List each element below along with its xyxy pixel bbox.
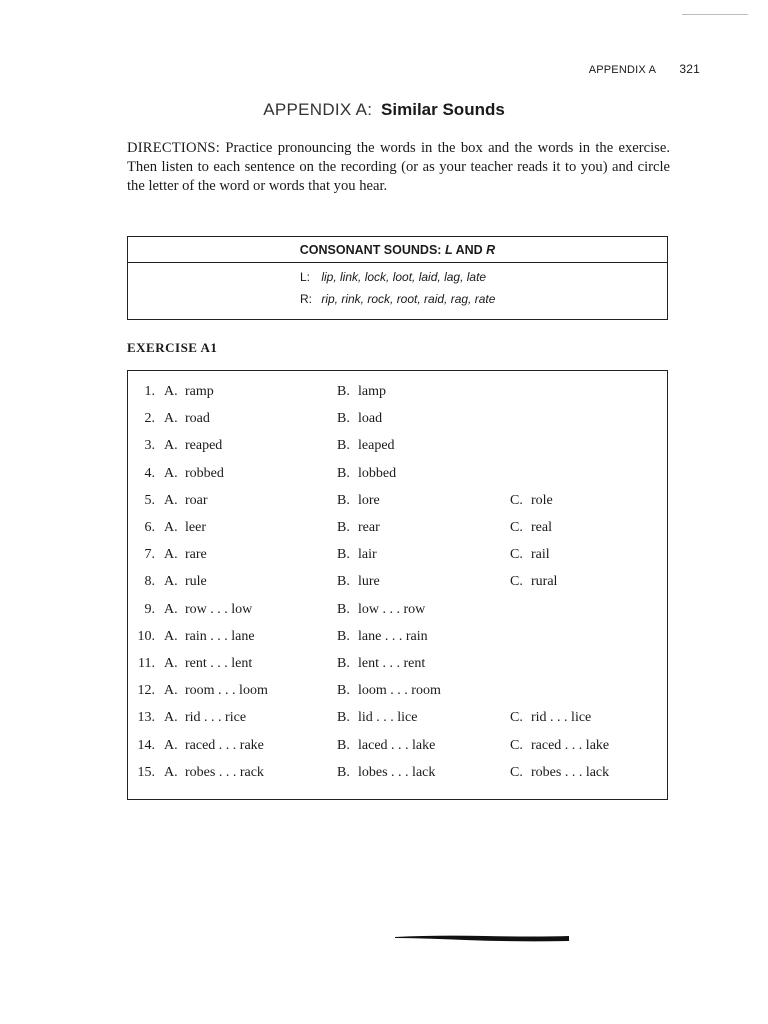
option-letter-b: B. (337, 411, 350, 427)
option-letter-a: A. (164, 601, 178, 617)
exercise-item (128, 765, 667, 785)
option-letter-c: C. (510, 520, 523, 535)
option-letter-b: B. (337, 574, 350, 590)
option-letter-b: B. (337, 492, 350, 508)
answer-option-a[interactable] (164, 411, 210, 427)
option-word-a: leer (185, 520, 206, 535)
exercise-item (128, 629, 667, 649)
exercise-item (128, 466, 667, 486)
option-letter-b: B. (337, 465, 350, 481)
exercise-item-number: 6. (144, 520, 155, 535)
answer-option-b[interactable] (337, 602, 425, 618)
scan-smudge-mark (395, 934, 569, 942)
answer-option-a[interactable] (164, 710, 246, 726)
option-letter-c: C. (510, 574, 523, 590)
option-letter-b: B. (337, 601, 350, 617)
exercise-item (128, 710, 667, 730)
option-letter-c: C. (510, 737, 523, 753)
answer-option-c[interactable] (510, 574, 557, 590)
option-letter-a: A. (164, 574, 178, 590)
option-letter-a: A. (164, 764, 178, 780)
option-word-b: lure (358, 574, 380, 590)
answer-option-b[interactable] (337, 710, 418, 726)
exercise-item-number: 4. (144, 465, 155, 481)
option-word-c: real (531, 520, 552, 535)
option-word-c: rid . . . lice (531, 710, 592, 726)
exercise-item-number: 9. (144, 601, 155, 617)
option-letter-a: A. (164, 547, 178, 563)
option-letter-a: A. (164, 520, 178, 535)
option-word-c: role (531, 492, 553, 508)
exercise-item-number: 15. (137, 764, 155, 780)
option-word-c: rail (531, 547, 550, 563)
option-word-b: low . . . row (358, 601, 426, 617)
option-letter-a: A. (164, 465, 178, 481)
option-letter-a: A. (164, 656, 178, 671)
option-letter-b: B. (337, 656, 350, 671)
option-letter-a: A. (164, 492, 178, 508)
answer-option-b[interactable] (337, 629, 428, 645)
option-word-a: robes . . . rack (185, 764, 264, 780)
option-word-b: loom . . . room (358, 683, 441, 699)
option-letter-c: C. (510, 547, 523, 563)
option-letter-b: B. (337, 764, 350, 780)
option-letter-a: A. (164, 710, 178, 726)
answer-option-a[interactable] (164, 384, 214, 400)
answer-option-b[interactable] (337, 384, 386, 400)
option-letter-b: B. (337, 547, 350, 563)
exercise-item-number: 12. (137, 683, 155, 699)
option-word-a: rare (185, 547, 207, 563)
answer-option-a[interactable] (164, 602, 252, 618)
option-word-a: reaped (185, 438, 223, 454)
exercise-item-number: 2. (144, 411, 155, 427)
option-letter-b: B. (337, 710, 350, 726)
answer-option-c[interactable] (510, 710, 591, 726)
exercise-item-number: 11. (138, 656, 155, 671)
exercise-box (127, 370, 668, 800)
option-letter-a: A. (164, 411, 178, 427)
answer-option-b[interactable] (337, 493, 380, 509)
option-word-a: room . . . loom (185, 683, 268, 699)
answer-option-a[interactable] (164, 493, 208, 509)
option-word-b: lamp (358, 384, 386, 399)
exercise-item (128, 738, 667, 758)
answer-option-c[interactable] (510, 765, 609, 781)
option-word-b: lair (358, 547, 377, 563)
answer-option-a[interactable] (164, 438, 222, 454)
exercise-item-number: 10. (137, 628, 155, 644)
exercise-item-number: 3. (144, 438, 155, 454)
directions-text: Practice pronouncing the words in the box and the words in the exercise. Then listen to each sentence on the recording (or as your teacher reads it to you) and circle the letter of the word or words that you hear. (127, 140, 670, 194)
option-letter-b: B. (337, 384, 350, 399)
option-letter-b: B. (337, 520, 350, 535)
consonant-heading-prefix: CONSONANT SOUNDS: (299, 243, 442, 257)
consonant-heading-l: L (444, 243, 453, 257)
consonant-l-label: L: (300, 270, 311, 284)
option-letter-b: B. (337, 683, 350, 699)
answer-option-a[interactable] (164, 683, 268, 699)
option-word-b: lid . . . lice (358, 710, 418, 726)
answer-option-b[interactable] (337, 738, 435, 754)
option-word-a: rent . . . lent (185, 656, 253, 671)
exercise-item-number: 8. (144, 574, 155, 590)
exercise-item (128, 656, 667, 676)
option-word-a: rule (185, 574, 207, 590)
answer-option-a[interactable] (164, 765, 264, 781)
option-word-b: load (358, 411, 383, 427)
option-word-a: road (185, 411, 210, 427)
page-title-main: Similar Sounds (381, 100, 505, 119)
exercise-item-number: 1. (144, 384, 155, 399)
exercise-item (128, 438, 667, 458)
answer-option-c[interactable] (510, 547, 550, 563)
option-word-a: robbed (185, 465, 224, 481)
consonant-sounds-box (127, 236, 668, 320)
option-letter-a: A. (164, 628, 178, 644)
option-word-b: laced . . . lake (358, 737, 436, 753)
exercise-item (128, 411, 667, 431)
page-title (0, 100, 768, 120)
running-header (560, 62, 700, 76)
answer-option-b[interactable] (337, 574, 380, 590)
answer-option-b[interactable] (337, 547, 377, 563)
option-word-b: lane . . . rain (358, 628, 428, 644)
exercise-item-number: 5. (144, 492, 155, 508)
answer-option-a[interactable] (164, 629, 255, 645)
exercise-item-number: 13. (137, 710, 155, 726)
answer-option-a[interactable] (164, 656, 252, 672)
option-word-a: rid . . . rice (185, 710, 247, 726)
exercise-item (128, 547, 667, 567)
option-letter-c: C. (510, 492, 523, 508)
option-word-a: roar (185, 492, 208, 508)
option-word-b: lent . . . rent (358, 656, 426, 671)
option-letter-b: B. (337, 737, 350, 753)
consonant-row-r (300, 292, 495, 306)
answer-option-c[interactable] (510, 493, 553, 509)
option-letter-a: A. (164, 438, 178, 454)
answer-option-a[interactable] (164, 520, 206, 536)
option-letter-a: A. (164, 384, 178, 399)
answer-option-b[interactable] (337, 656, 425, 672)
option-word-b: lobbed (358, 465, 397, 481)
option-word-b: rear (358, 520, 380, 535)
exercise-item (128, 384, 667, 404)
option-word-a: rain . . . lane (185, 628, 255, 644)
exercise-item (128, 493, 667, 513)
exercise-item (128, 602, 667, 622)
option-letter-a: A. (164, 737, 178, 753)
consonant-r-label: R: (300, 292, 312, 306)
option-word-b: lobes . . . lack (358, 764, 436, 780)
consonant-box-heading (128, 237, 667, 263)
consonant-r-words: rip, rink, rock, root, raid, rag, rate (321, 292, 496, 306)
directions-paragraph (127, 139, 670, 196)
page-number: 321 (679, 62, 700, 76)
option-word-a: row . . . low (185, 601, 253, 617)
option-letter-b: B. (337, 438, 350, 454)
option-word-c: rural (531, 574, 558, 590)
consonant-row-l (300, 270, 486, 284)
answer-option-a[interactable] (164, 547, 207, 563)
answer-option-a[interactable] (164, 466, 224, 482)
option-letter-a: A. (164, 683, 178, 699)
exercise-heading: EXERCISE A1 (127, 340, 218, 355)
top-edge-rule (682, 14, 748, 15)
exercise-item-number: 7. (144, 547, 155, 563)
option-word-c: raced . . . lake (531, 737, 610, 753)
answer-option-a[interactable] (164, 574, 207, 590)
answer-option-c[interactable] (510, 738, 609, 754)
consonant-heading-r: R (486, 243, 496, 257)
directions-lead: DIRECTIONS: (127, 140, 221, 156)
option-word-a: raced . . . rake (185, 737, 264, 753)
answer-option-a[interactable] (164, 738, 264, 754)
option-letter-c: C. (510, 764, 523, 780)
option-word-c: robes . . . lack (531, 764, 610, 780)
option-word-a: ramp (185, 384, 214, 399)
answer-option-b[interactable] (337, 520, 380, 536)
answer-option-b[interactable] (337, 438, 395, 454)
option-letter-c: C. (510, 710, 523, 726)
exercise-item (128, 520, 667, 540)
page-title-prefix: APPENDIX A: (263, 100, 373, 119)
consonant-heading-and: AND (455, 243, 483, 257)
exercise-item (128, 683, 667, 703)
option-word-b: lore (358, 492, 380, 508)
answer-option-b[interactable] (337, 683, 441, 699)
exercise-item (128, 574, 667, 594)
exercise-item-number: 14. (137, 737, 155, 753)
answer-option-b[interactable] (337, 466, 396, 482)
option-word-b: leaped (358, 438, 395, 454)
consonant-l-words: lip, link, lock, loot, laid, lag, late (321, 270, 487, 284)
running-header-label: APPENDIX A (588, 64, 657, 76)
answer-option-b[interactable] (337, 765, 435, 781)
answer-option-b[interactable] (337, 411, 382, 427)
option-letter-b: B. (337, 628, 350, 644)
answer-option-c[interactable] (510, 520, 552, 536)
